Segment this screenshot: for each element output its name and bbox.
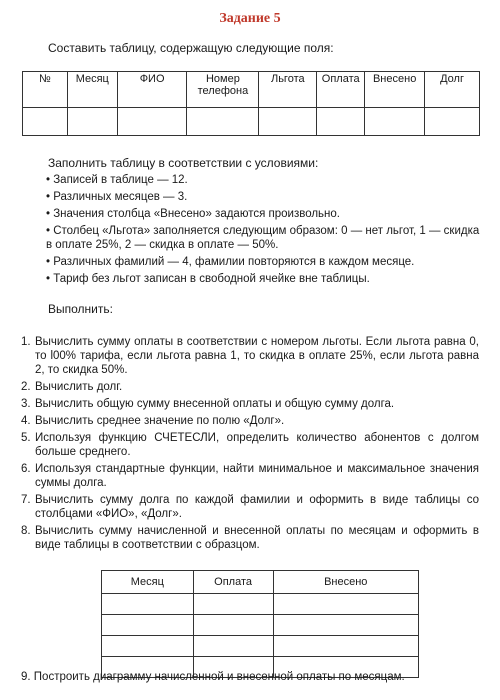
task-text: Вычислить сумму долга по каждой фамилии и оформить в виде таблицы со столбцами «ФИО», «Долг».	[35, 494, 479, 520]
task-number: 5.	[21, 432, 31, 444]
monthly-sample-table	[101, 570, 419, 678]
table-row	[102, 615, 419, 636]
table-row	[102, 636, 419, 657]
empty-cell	[259, 108, 317, 136]
task-text: Вычислить долг.	[35, 381, 123, 393]
task-text: Используя стандартные функции, найти минимальное и максимальное значения суммы долга.	[35, 463, 479, 489]
list-item	[21, 335, 479, 377]
list-item: • Значения столбца «Внесено» задаются произвольно.	[46, 208, 340, 220]
empty-cell	[193, 594, 273, 615]
empty-cell	[317, 108, 365, 136]
table-row	[102, 594, 419, 615]
list-item	[21, 462, 479, 490]
task-text: Вычислить сумму оплаты в соответствии с номером льготы. Если льгота равна 0, то l00% тарифа, если льгота равна 1, то скидка в оплате 25%, если льгота равна 2, то скидка 50%.	[35, 336, 479, 376]
empty-cell	[273, 636, 419, 657]
header-cell: №	[23, 72, 68, 108]
task-text: Вычислить общую сумму внесенной оплаты и общую сумму долга.	[35, 398, 395, 410]
list-item	[21, 524, 479, 552]
header-cell: Внесено	[365, 72, 425, 108]
empty-cell	[102, 636, 194, 657]
empty-cell	[67, 108, 117, 136]
tasks-heading: Выполнить:	[48, 302, 113, 316]
final-task: 9. Построить диаграмму начисленной и внесенной оплаты по месяцам.	[21, 671, 405, 683]
header-cell: Оплата	[193, 571, 273, 594]
empty-cell	[273, 594, 419, 615]
intro-text: Составить таблицу, содержащую следующие поля:	[48, 41, 334, 55]
empty-cell	[365, 108, 425, 136]
list-item: • Различных фамилий — 4, фамилии повторяются в каждом месяце.	[46, 256, 415, 268]
table-row	[23, 108, 480, 136]
task-text: Вычислить среднее значение по полю «Долг».	[35, 415, 285, 427]
fields-table-header-row	[23, 72, 480, 108]
header-cell: Номер телефона	[187, 72, 259, 108]
list-item	[21, 431, 479, 459]
empty-cell	[102, 615, 194, 636]
task-number: 1.	[21, 336, 31, 348]
conditions-heading: Заполнить таблицу в соответствии с условиями:	[48, 156, 319, 170]
header-cell: Льгота	[259, 72, 317, 108]
list-item	[21, 493, 479, 521]
task-number: 8.	[21, 525, 31, 537]
header-cell: Оплата	[317, 72, 365, 108]
task-number: 3.	[21, 398, 31, 410]
list-item: • Тариф без льгот записан в свободной ячейке вне таблицы.	[46, 273, 370, 285]
list-item: • Записей в таблице — 12.	[46, 174, 188, 186]
header-cell: Долг	[425, 72, 480, 108]
empty-cell	[193, 636, 273, 657]
empty-cell	[273, 615, 419, 636]
empty-cell	[193, 615, 273, 636]
task-number: 7.	[21, 494, 31, 506]
empty-cell	[23, 108, 68, 136]
list-item	[21, 380, 479, 394]
header-cell: Месяц	[102, 571, 194, 594]
task-number: 2.	[21, 381, 31, 393]
header-cell: ФИО	[117, 72, 187, 108]
task-text: Вычислить сумму начисленной и внесенной оплаты по месяцам и оформить в виде таблицы в соответствии с образцом.	[35, 525, 479, 551]
conditions-list	[46, 173, 486, 289]
list-item: • Столбец «Льгота» заполняется следующим образом: 0 — нет льгот, 1 — скидка в оплате 25%, 2 — скидка в оплате — 50%.	[46, 225, 480, 251]
empty-cell	[425, 108, 480, 136]
task-number: 4.	[21, 415, 31, 427]
task-number: 6.	[21, 463, 31, 475]
empty-cell	[117, 108, 187, 136]
list-item	[21, 397, 479, 411]
header-cell: Месяц	[67, 72, 117, 108]
tasks-list	[21, 335, 479, 555]
empty-cell	[187, 108, 259, 136]
empty-cell	[102, 594, 194, 615]
page-title: Задание 5	[219, 11, 281, 26]
fields-table	[22, 71, 480, 136]
list-item	[21, 414, 479, 428]
task-text: Используя функцию СЧЕТЕСЛИ, определить количество абонентов с долгом больше среднего.	[35, 432, 479, 458]
header-cell: Внесено	[273, 571, 419, 594]
sample-table-header-row	[102, 571, 419, 594]
list-item: • Различных месяцев — 3.	[46, 191, 188, 203]
